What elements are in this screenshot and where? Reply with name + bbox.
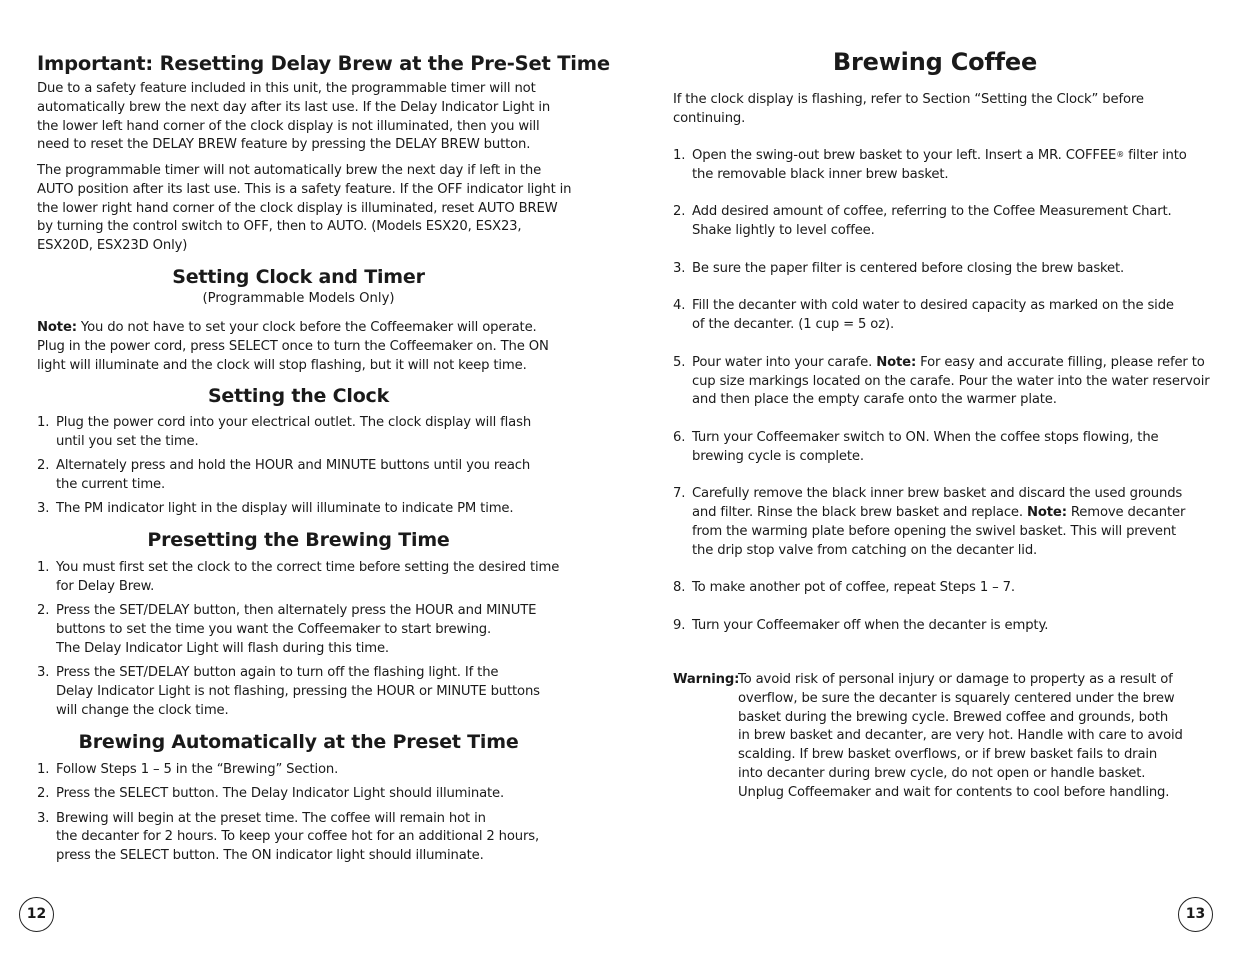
step-text-line: Plug the power cord into your electrical outlet. The clock display will flash [56,415,532,430]
text-line: the lower left hand corner of the clock display is not illuminated, then you will [37,118,540,134]
step-number: 3. [37,501,50,517]
step-number: 6. [673,429,686,445]
step-text-line: Follow Steps 1 – 5 in the “Brewing” Section. [56,762,339,777]
text-line: by turning the control switch to OFF, then to AUTO. (Models ESX20, ESX23, [37,219,522,235]
note-line: light will illuminate and the clock will stop flashing, but it will not keep time. [37,357,527,373]
intro-paragraph-1 [37,80,567,155]
step-number: 2. [37,458,50,474]
text-line: The programmable timer will not automatically brew the next day if left in the [37,163,542,178]
step-text-line: Press the SET/DELAY button again to turn off the flashing light. If the [56,664,499,680]
text-line: the lower right hand corner of the clock display is illuminated, reset AUTO BREW [37,200,558,216]
step-number: 1. [37,415,50,430]
clock-step-1 [37,414,577,452]
preset-step-3 [37,664,577,720]
step-text-line: The Delay Indicator Light will flash during this time. [56,640,389,656]
step-text-line: the drip stop valve from catching on the decanter lid. [692,542,1038,558]
step-text-line: Press the SELECT button. The Delay Indicator Light should illuminate. [56,786,505,802]
step-text-line: Add desired amount of coffee, referring to the Coffee Measurement Chart. [692,204,1172,220]
step-number: 3. [37,810,50,826]
paragraph-text [37,80,567,155]
clock-step-3 [37,500,577,519]
brewing-automatically-heading: Brewing Automatically at the Preset Time [78,731,519,753]
step-number: 1. [37,560,50,575]
brewing-step-3 [673,260,1233,279]
step-text-line: and filter. Rinse the black brew basket and replace. Note: Remove decanter [692,505,1186,521]
warning-line: Unplug Coffeemaker and wait for contents to cool before handling. [738,784,1170,800]
brewing-step-6 [673,429,1233,467]
step-text-line: until you set the time. [56,433,199,449]
step-text-line: Alternately press and hold the HOUR and MINUTE buttons until you reach [56,458,531,474]
step-text-line: and then place the empty carafe onto the warmer plate. [692,392,1057,408]
brewing-step-2 [673,203,1233,241]
step-text-line: Turn your Coffeemaker off when the decanter is empty. [692,617,1049,633]
step-text-line: Be sure the paper filter is centered before closing the brew basket. [692,260,1125,276]
brewing-steps [673,147,1233,655]
step-number: 4. [673,298,686,314]
intro-line: If the clock display is flashing, refer to Section “Setting the Clock” before [673,92,1144,107]
step-text-line: Fill the decanter with cold water to desired capacity as marked on the side [692,298,1174,314]
text-line: Due to a safety feature included in this unit, the programmable timer will not [37,81,536,96]
step-text-line: You must first set the clock to the correct time before setting the desired time [56,560,560,575]
step-number: 7. [673,486,686,502]
text-line: AUTO position after its last use. This is a safety feature. If the OFF indicator light in [37,181,572,197]
setting-clock-timer-heading: Setting Clock and Timer [172,266,425,288]
text-line: need to reset the DELAY BREW feature by pressing the DELAY BREW button. [37,137,531,153]
clock-step-2 [37,457,577,495]
note-label: Note: [37,320,77,335]
step-text-line: Delay Indicator Light is not flashing, pressing the HOUR or MINUTE buttons [56,683,540,699]
note-line: Note: You do not have to set your clock before the Coffeemaker will operate. [37,320,537,335]
auto-step-1 [37,761,577,780]
text-line: ESX20D, ESX23D Only) [37,238,188,254]
step-text-line: for Delay Brew. [56,578,155,594]
page-number-13: 13 [1178,897,1213,932]
brewing-coffee-title: Brewing Coffee [832,48,1038,76]
brewing-step-4 [673,297,1233,335]
step-text-line: buttons to set the time you want the Coffeemaker to start brewing. [56,621,492,637]
preset-step-2 [37,602,577,658]
step-text-line: Carefully remove the black inner brew basket and discard the used grounds [692,486,1183,502]
step-number: 8. [673,580,686,596]
brewing-step-7 [673,485,1233,560]
step-text-line: Turn your Coffeemaker switch to ON. When the coffee stops flowing, the [692,429,1159,445]
presetting-heading: Presetting the Brewing Time [147,529,450,551]
brewing-intro [673,91,1193,129]
presetting-steps [37,559,577,726]
warning-line: overflow, be sure the decanter is squarely centered under the brew [738,690,1175,706]
paragraph-text [37,162,572,256]
note-line: Plug in the power cord, press SELECT once to turn the Coffeemaker on. The ON [37,338,549,354]
brewing-step-5 [673,354,1233,410]
warning-line: into decanter during brew cycle, do not open or handle basket. [738,765,1146,781]
step-number: 3. [673,260,686,276]
right-page [617,0,1235,954]
brewing-step-8 [673,579,1233,598]
preset-step-1 [37,559,577,597]
step-number: 2. [37,603,50,619]
warning-line: scalding. If brew basket overflows, or if brew basket fails to drain [738,747,1158,763]
step-text-line: The PM indicator light in the display will illuminate to indicate PM time. [56,501,514,517]
step-number: 3. [37,664,50,680]
intro-line: continuing. [673,110,746,126]
warning-line: in brew basket and decanter, are very hot. Handle with care to avoid [738,728,1183,744]
resetting-delay-heading: Important: Resetting Delay Brew at the Pre-Set Time [37,52,610,75]
left-page [0,0,617,954]
step-text-line: will change the clock time. [56,702,229,718]
brewing-automatically-steps [37,761,577,871]
step-text-line: press the SELECT button. The ON indicator light should illuminate. [56,848,484,864]
step-number: 9. [673,617,686,633]
step-text-line: Pour water into your carafe. Note: For easy and accurate filling, please refer to [692,354,1205,370]
setting-clock-heading: Setting the Clock [207,385,390,407]
step-text-line: of the decanter. (1 cup = 5 oz). [692,317,895,333]
step-text-line: To make another pot of coffee, repeat Steps 1 – 7. [692,580,1015,596]
auto-step-3 [37,810,577,866]
step-number: 5. [673,354,686,370]
step-text-line: the removable black inner brew basket. [692,166,949,182]
step-text-line: Press the SET/DELAY button, then alternately press the HOUR and MINUTE [56,603,537,619]
step-text-line: the decanter for 2 hours. To keep your coffee hot for an additional 2 hours, [56,829,540,845]
step-text-line: cup size markings located on the carafe. Pour the water into the water reservoir [692,373,1210,389]
step-number: 2. [673,204,686,220]
brewing-step-9 [673,617,1233,636]
setting-clock-steps [37,414,577,524]
note-paragraph [37,319,567,375]
warning-line: basket during the brewing cycle. Brewed coffee and grounds, both [738,709,1169,725]
warning-block [673,671,1193,803]
warning-label: Warning: [673,672,740,687]
warning-line: To avoid risk of personal injury or damage to property as a result of [738,672,1173,687]
step-text-line: the current time. [56,476,166,492]
text-line: automatically brew the next day after its last use. If the Delay Indicator Light in [37,99,551,115]
auto-step-2 [37,785,577,804]
intro-paragraph-2 [37,162,572,256]
step-text-line: Brewing will begin at the preset time. The coffee will remain hot in [56,810,486,826]
step-number: 2. [37,786,50,802]
page-number-12: 12 [19,897,54,932]
step-text-line: brewing cycle is complete. [692,448,864,464]
brewing-step-1 [673,147,1233,185]
step-text-line: from the warming plate before opening the swivel basket. This will prevent [692,523,1177,539]
step-number: 1. [673,148,686,163]
setting-clock-timer-subheading: (Programmable Models Only) [202,291,395,306]
step-text-line: Open the swing-out brew basket to your left. Insert a MR. COFFEE® filter into [692,148,1187,163]
step-number: 1. [37,762,50,777]
step-text-line: Shake lightly to level coffee. [692,223,875,239]
